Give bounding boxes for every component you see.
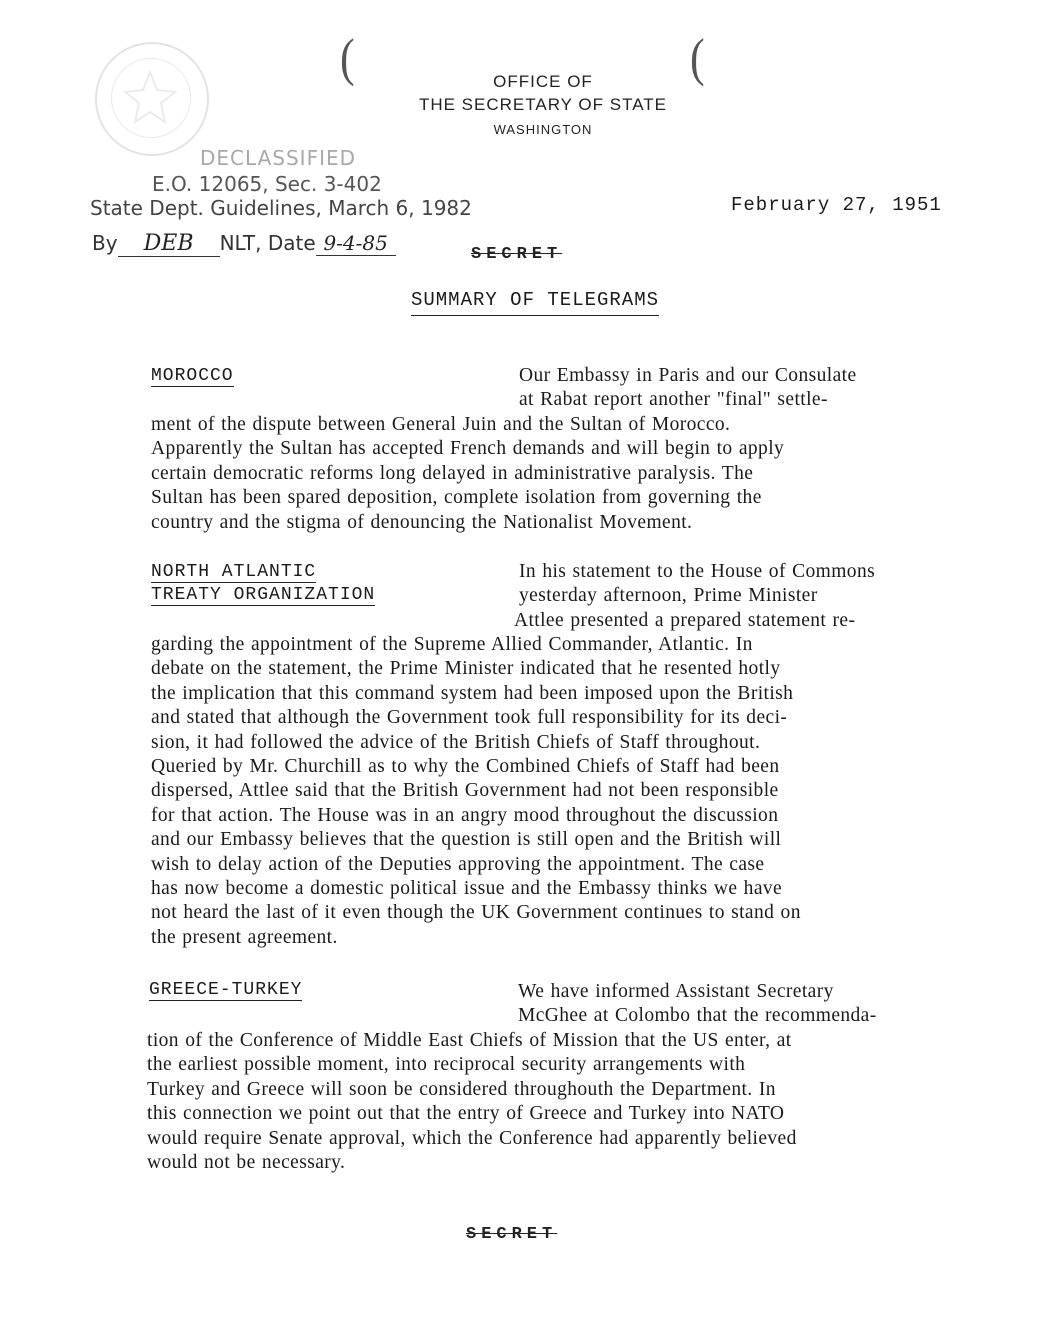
declass-order: E.O. 12065, Sec. 3-402 xyxy=(152,172,382,196)
section-intro-nato: In his statement to the House of Commons yesterday afternoon, Prime Minister Attlee presented a prepared statement re- xyxy=(514,561,876,631)
declassified-stamp: DECLASSIFIED xyxy=(200,146,357,170)
section-body-nato: garding the appointment of the Supreme Allied Commander, Atlantic. In debate on the statement, the Prime Minister indicated that he resented hotly the implication that this command system had been imposed upon the British and stated that although the Government took full responsibility for its deci- sion, it had followed the advice of the British Chiefs of Staff throughout. Queried by Mr. Churchill as to why the Combined Chiefs of Staff had been dispersed, Attlee said that the British Government had not been responsible for that action. The House was in an angry mood throughout the discussion and our Embassy believes that the question is still open and the British will wish to delay action of the Deputies approving the appointment. The case has now become a domestic political issue and the Embassy thinks we have not heard the last of it even though the UK Government continues to stand on the present agreement. xyxy=(151,634,801,948)
document-title: SUMMARY OF TELEGRAMS xyxy=(0,289,1040,311)
margin-mark-left: ( xyxy=(340,28,355,87)
section-heading-morocco: MOROCCO xyxy=(151,366,234,386)
letterhead-city: WASHINGTON xyxy=(493,122,593,137)
letterhead-office: OFFICE OF xyxy=(493,72,593,91)
declass-authority: By DEB NLT, Date 9-4-85 xyxy=(92,231,396,257)
classification-top: SECRET xyxy=(471,245,563,264)
section-body-morocco: ment of the dispute between General Juin and the Sultan of Morocco. Apparently the Sultan has accepted French demands and will begin to apply certain democratic reforms long delayed in administrative paralysis. The Sultan has been spared deposition, complete isolation from governing the country and the stigma of denouncing the Nationalist Movement. xyxy=(151,414,785,533)
section-intro-greece-turkey: We have informed Assistant Secretary McGhee at Colombo that the recommenda- xyxy=(518,981,877,1027)
section-heading-nato: NORTH ATLANTIC TREATY ORGANIZATION xyxy=(151,562,376,605)
section-body-greece-turkey: tion of the Conference of Middle East Chiefs of Mission that the US enter, at the earliest possible moment, into reciprocal security arrangements with Turkey and Greece will soon be considered throughouth the Department. In this connection we point out that the entry of Greece and Turkey into NATO would require Senate approval, which the Conference had apparently believed would not be necessary. xyxy=(147,1030,797,1174)
declass-initials: DEB xyxy=(143,231,194,256)
margin-mark-right: ( xyxy=(690,28,705,87)
letterhead-secretary: THE SECRETARY OF STATE xyxy=(418,95,668,114)
declass-date: 9-4-85 xyxy=(323,231,388,255)
declass-guidelines: State Dept. Guidelines, March 6, 1982 xyxy=(90,196,472,220)
section-heading-greece-turkey: GREECE-TURKEY xyxy=(149,980,303,1000)
section-intro-morocco: Our Embassy in Paris and our Consulate at Rabat report another "final" settle- xyxy=(519,365,857,411)
classification-footer: SECRET xyxy=(466,1225,558,1244)
document-date: February 27, 1951 xyxy=(731,194,942,216)
